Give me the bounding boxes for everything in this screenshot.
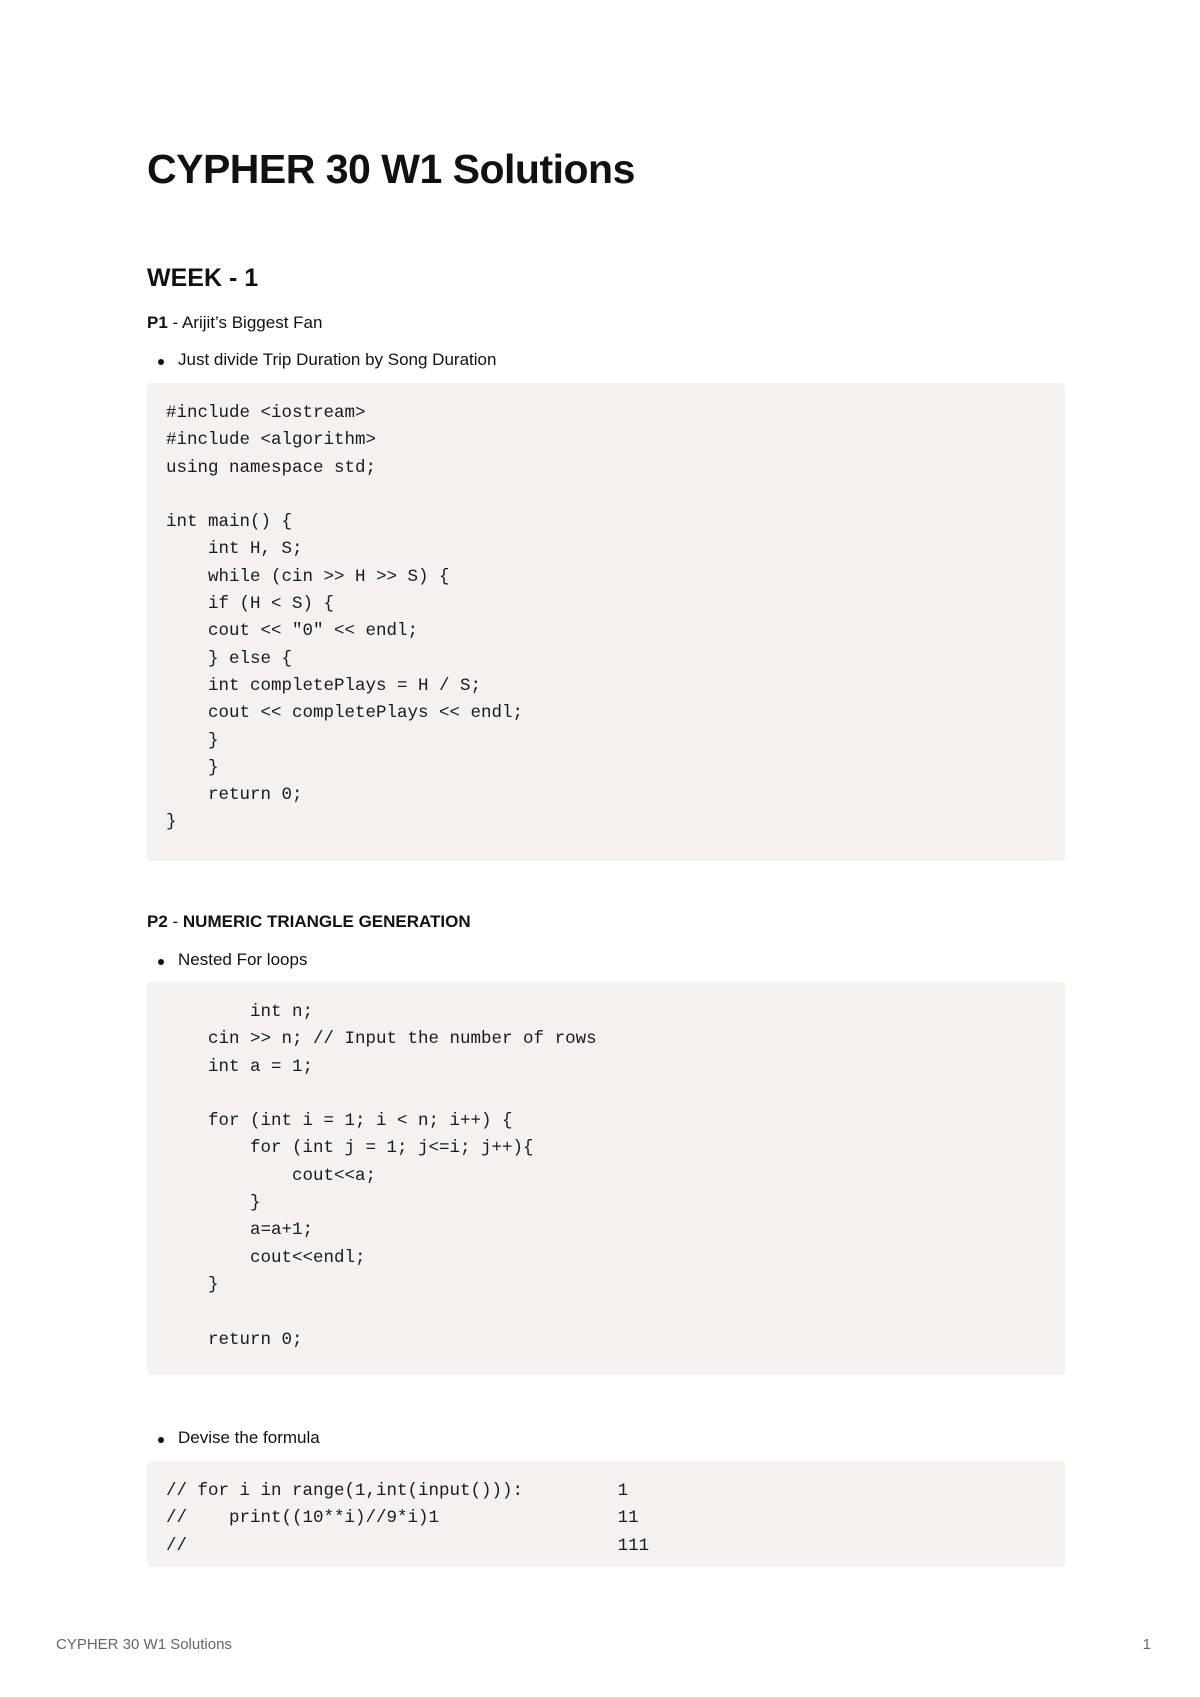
problem-title: Arijit’s Biggest Fan: [181, 313, 323, 332]
code-block-p2: int n; cin >> n; // Input the number of rows int a = 1; for (int i = 1; i < n; i++) { for (int j = 1; j<=i; j++){ cout<<a; } a=a+1; cout<<endl; } return 0;: [147, 982, 1065, 1375]
footer-page-number: 1: [1142, 1636, 1151, 1653]
problem-title: NUMERIC TRIANGLE GENERATION: [182, 912, 471, 931]
week-heading: WEEK - 1: [147, 264, 259, 292]
bullet-item-p1-hint: Just divide Trip Duration by Song Duration: [147, 350, 496, 370]
problem-separator: -: [167, 313, 182, 332]
code-block-p2-formula: // for i in range(1,int(input())): 1 // print((10**i)//9*i)1 11 // 111: [147, 1461, 1065, 1567]
problem-heading-p1: [147, 313, 322, 333]
problem-id: P1: [147, 313, 168, 332]
problem-separator: -: [167, 912, 183, 931]
problem-id: P2: [147, 912, 168, 931]
bullet-item-p2-formula: Devise the formula: [147, 1428, 320, 1448]
problem-heading-p2: [147, 912, 471, 932]
footer-title: CYPHER 30 W1 Solutions: [56, 1636, 232, 1653]
bullet-item-p2-hint: Nested For loops: [147, 950, 307, 970]
page-title: CYPHER 30 W1 Solutions: [147, 146, 635, 192]
code-block-p1: #include <iostream> #include <algorithm> using namespace std; int main() { int H, S; while (cin >> H >> S) { if (H < S) { cout << "0" << endl; } else { int completePlays = H / S; cout << completePlays << endl; } } return 0; }: [147, 383, 1065, 861]
